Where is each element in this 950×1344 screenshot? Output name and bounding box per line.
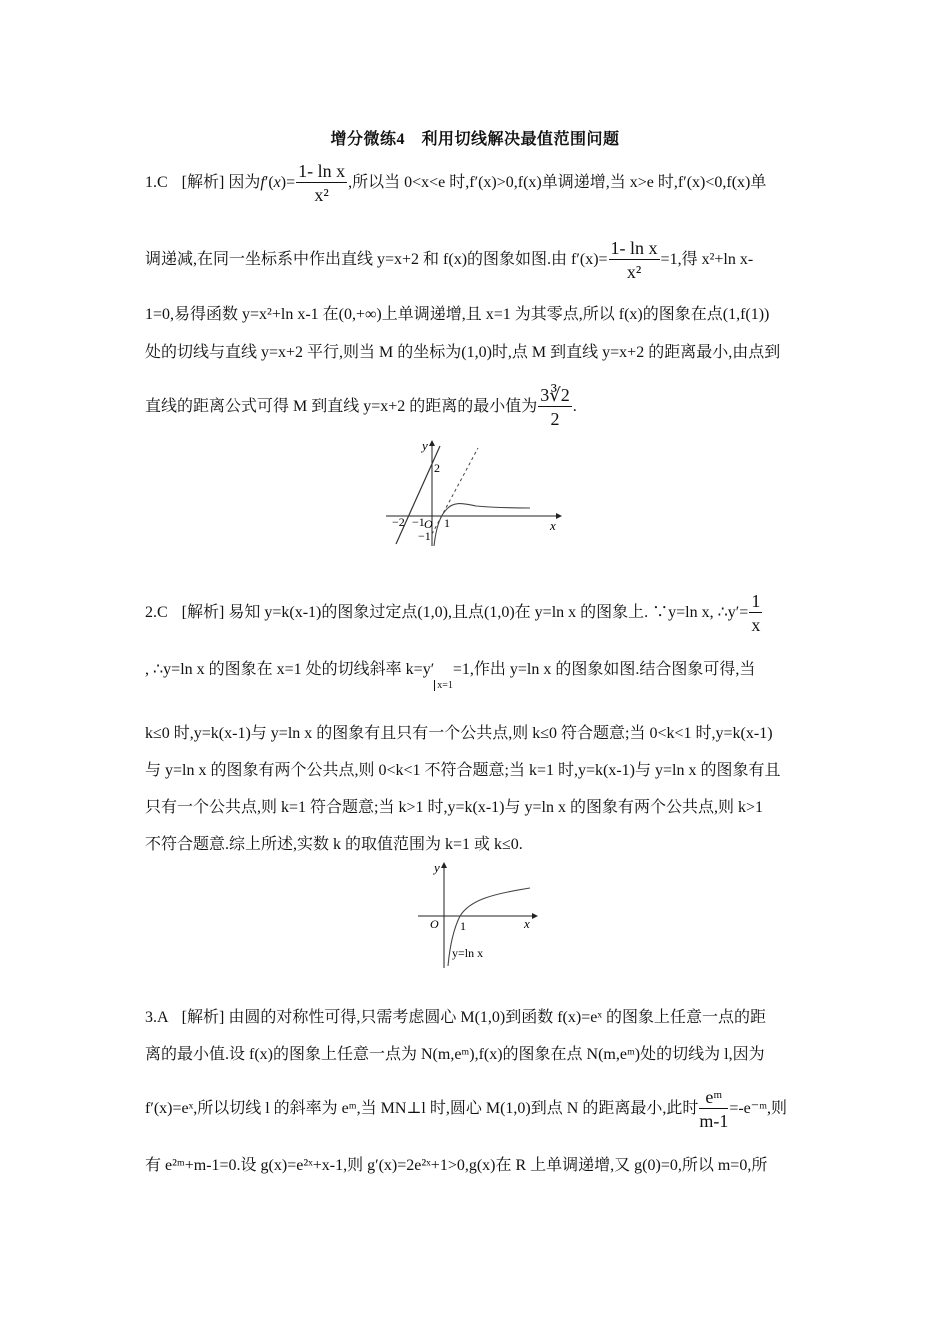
figure1-x-label: x — [550, 518, 556, 533]
problem2-line4: 与 y=ln x 的图象有两个公共点,则 0<k<1 不符合题意;当 k=1 时,y=k(x-1)与 y=ln x 的图象有且 — [145, 762, 781, 779]
figure1-label-neg1-y: −1 — [418, 529, 431, 543]
figure1-label-2: 2 — [434, 461, 440, 475]
problem2-eval-subscript: x=1 — [434, 680, 453, 691]
figure2-y-label: y — [434, 860, 440, 875]
figure1-y-label: y — [422, 438, 428, 453]
problem1-line3: 1=0,易得函数 y=x²+ln x-1 在(0,+∞)上单调递增,且 x=1 为其零点,所以 f(x)的图象在点(1,f(1)) — [145, 306, 770, 323]
problem1-line1: 1.C [解析] 因为f′(x)= $\frac{\text{1- ln x}}{\text{x²}}$ ,所以当 0<x<e 时,f′(x)>0,f(x)单调递增,当 x>e 时,f′(x)<0,f(x)单 — [145, 161, 767, 205]
problem2-line1: 2.C [解析] 易知 y=k(x-1)的图象过定点(1,0),且点(1,0)在 y=ln x 的图象上. ∵y=ln x, ∴y′= $\frac{1}{x}$ — [145, 591, 761, 635]
problem1-intro: 因为 — [228, 174, 261, 192]
figure1-label-neg2: −2 — [392, 515, 405, 529]
problem3-line3: f′(x)=eˣ,所以切线 l 的斜率为 eᵐ,当 MN⊥l 时,圆心 M(1,0)到点 N 的距离最小,此时 $\frac{\text{eᵐ}}{m-1}$ =-e⁻ᵐ,则 — [145, 1087, 788, 1131]
figure2-y-arrow — [441, 862, 447, 868]
problem3-tag: [解析] — [181, 1009, 225, 1026]
page-title: 增分微练4 利用切线解决最值范围问题 — [330, 131, 620, 148]
problem1-fraction-2: $\frac{\text{1- ln x}}{\text{x²}}$ — [610, 238, 658, 282]
figure1-y-arrow — [429, 440, 435, 446]
problem3-line2: 离的最小值.设 f(x)的图象上任意一点为 N(m,eᵐ),f(x)的图象在点 N(m,eᵐ)处的切线为 l,因为 — [145, 1046, 765, 1063]
problem1-line4: 处的切线与直线 y=x+2 平行,则当 M 的坐标为(1,0)时,点 M 到直线 y=x+2 的距离最小,由点到 — [145, 344, 781, 361]
figure2-x-arrow — [532, 913, 538, 919]
problem3-number: 3.A — [145, 1009, 168, 1026]
figure2-label-origin: O — [430, 917, 439, 931]
figure1-label-origin: O — [424, 517, 433, 531]
problem1-figure — [380, 438, 570, 550]
problem1-line5: 直线的距离公式可得 M 到直线 y=x+2 的距离的最小值为 $\frac{3∛2}{2}$ . — [145, 385, 577, 429]
figure1-x-arrow — [556, 513, 562, 519]
problem2-line2: , ∴y=ln x 的图象在 x=1 处的切线斜率 $k=y'_{x=1}=1$,作出 y=ln x 的图象如图.结合图象可得,当 — [145, 661, 756, 691]
problem1-answer-fraction: $\frac{3∛2}{2}$ — [540, 385, 570, 429]
problem2-fraction: $\frac{1}{x}$ — [751, 591, 761, 635]
problem2-line6: 不符合题意.综上所述,实数 k 的取值范围为 k=1 或 k≤0. — [145, 836, 523, 853]
problem1-line1-rest: ,所以当 0<x<e 时,f′(x)>0,f(x)单调递增,当 x>e 时,f′(x)<0,f(x)单 — [348, 174, 767, 192]
problem1-tag: [解析] — [181, 174, 225, 192]
problem3-line1: 3.A [解析] 由圆的对称性可得,只需考虑圆心 M(1,0)到函数 f(x)=eˣ 的图象上任意一点的距 — [145, 1009, 766, 1026]
figure2-curve-label: y=ln x — [452, 946, 484, 960]
figure1-label-neg1: −1 — [412, 515, 425, 529]
problem2-figure — [412, 856, 546, 970]
problem3-line4: 有 e²ᵐ+m-1=0.设 g(x)=e²ˣ+x-1,则 g′(x)=2e²ˣ+1>0,g(x)在 R 上单调递增,又 g(0)=0,所以 m=0,所 — [145, 1157, 768, 1174]
problem2-line3: k≤0 时,y=k(x-1)与 y=ln x 的图象有且只有一个公共点,则 k≤0 符合题意;当 0<k<1 时,y=k(x-1) — [145, 725, 773, 742]
problem2-line5: 只有一个公共点,则 k=1 符合题意;当 k>1 时,y=k(x-1)与 y=ln x 的图象有两个公共点,则 k>1 — [145, 799, 763, 816]
problem2-tag: [解析] — [181, 604, 225, 622]
problem1-fraction: $\frac{\text{1- ln x}}{\text{x²}}$ — [298, 161, 346, 205]
problem1-line2: 调递减,在同一坐标系中作出直线 y=x+2 和 f(x)的图象如图.由 f′(x)= $\frac{\text{1- ln x}}{\text{x²}}$ =1,得 x²+ln x- — [145, 238, 754, 282]
problem2-number: 2.C — [145, 604, 168, 622]
figure2-x-label: x — [524, 916, 530, 931]
problem3-fraction: $\frac{\text{eᵐ}}{m-1}$ — [699, 1087, 729, 1131]
figure1-label-1: 1 — [444, 516, 450, 530]
figure2-label-1: 1 — [460, 919, 466, 933]
problem1-number: 1.C — [145, 174, 168, 192]
